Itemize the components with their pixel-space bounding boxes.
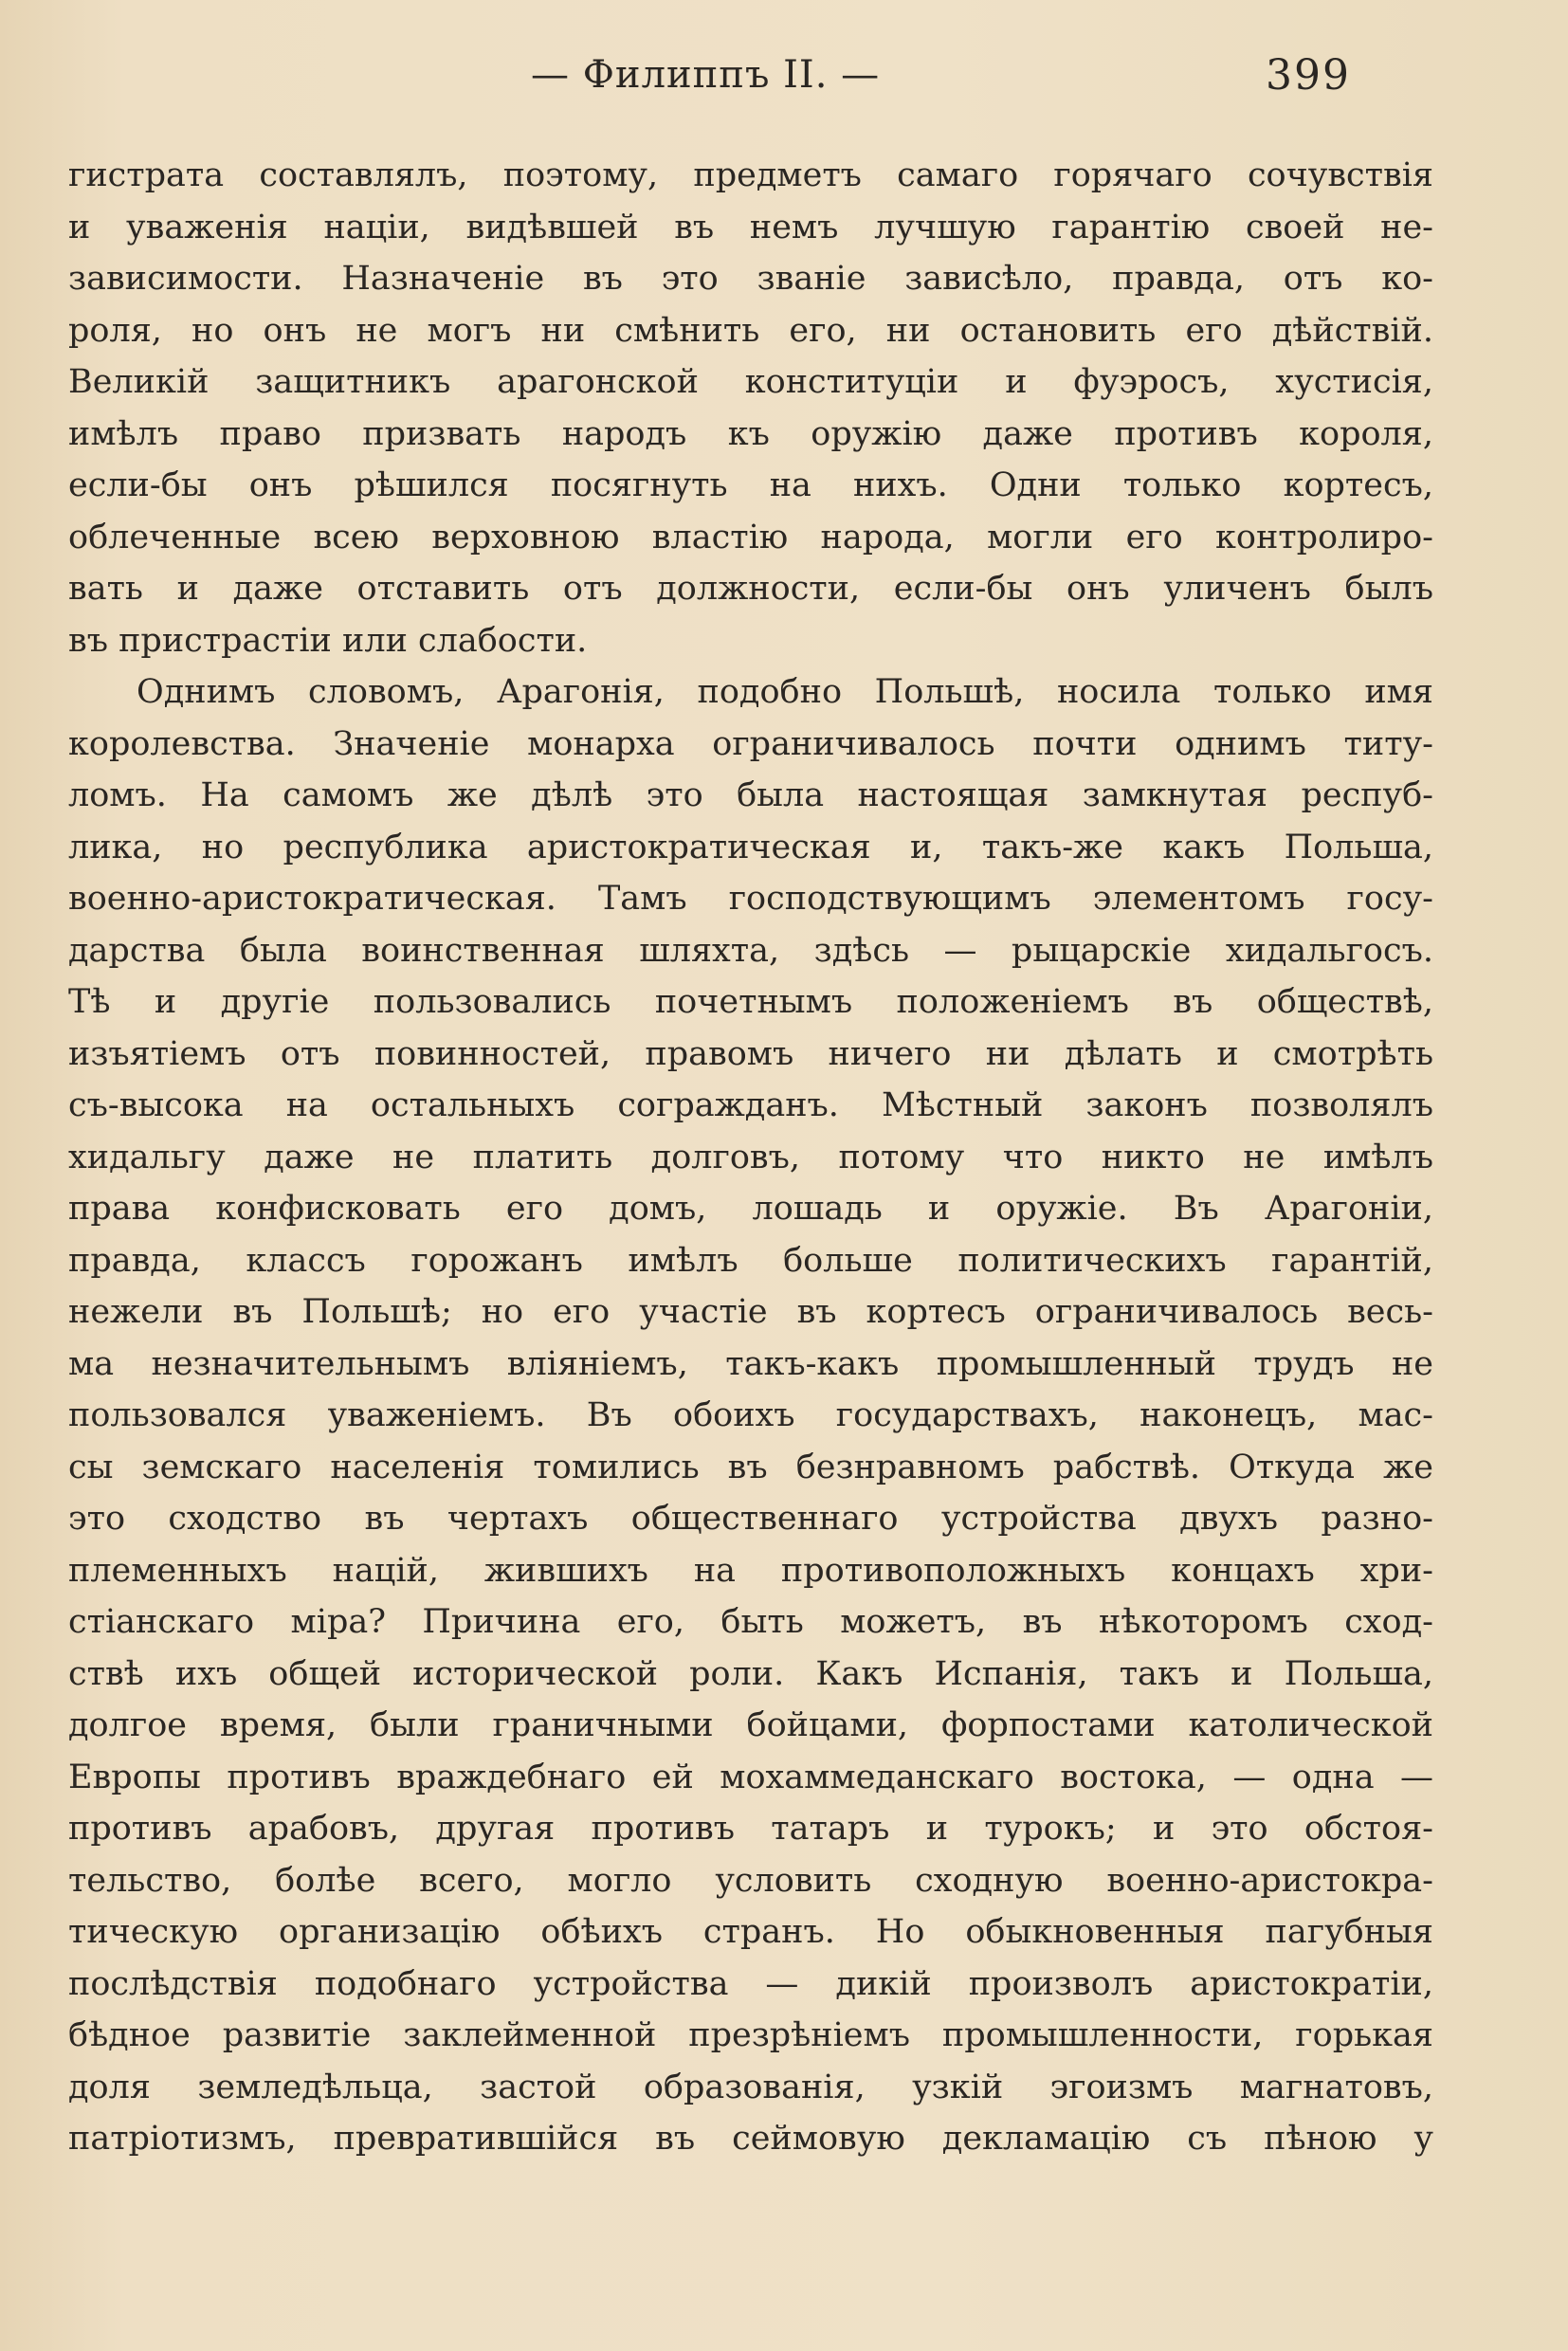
text-line: хидальгу даже не платить долговъ, потому что никто не имѣлъ xyxy=(68,1138,1433,1176)
text-line: Европы противъ враждебнаго ей мохаммеданскаго востока, — одна — xyxy=(68,1758,1433,1796)
text-line: Великій защитникъ арагонской конституціи и фуэросъ, хустисія, xyxy=(68,363,1433,401)
text-line: пользовался уваженіемъ. Въ обоихъ государствахъ, наконецъ, мас- xyxy=(68,1396,1433,1434)
text-line: тельство, болѣе всего, могло условить сходную военно-аристокра- xyxy=(68,1861,1433,1900)
text-line: имѣлъ право призвать народъ къ оружію даже противъ короля, xyxy=(68,414,1433,453)
text-line: изъятіемъ отъ повинностей, правомъ ничего ни дѣлать и смотрѣть xyxy=(68,1034,1433,1073)
text-line: нежели въ Польшѣ; но его участіе въ кортесъ ограничивалось весь- xyxy=(68,1293,1433,1331)
text-line: и уваженія націи, видѣвшей въ немъ лучшую гарантію своей не- xyxy=(68,208,1433,246)
text-line: дарства была воинственная шляхта, здѣсь — рыцарскіе хидальгосъ. xyxy=(68,931,1433,970)
text-line: если-бы онъ рѣшился посягнуть на нихъ. Одни только кортесъ, xyxy=(68,466,1433,504)
text-line: права конфисковать его домъ, лошадь и оружіе. Въ Арагоніи, xyxy=(68,1190,1433,1228)
text-line: бѣдное развитіе заклейменной презрѣніемъ промышленности, горькая xyxy=(68,2016,1433,2054)
text-line: патріотизмъ, превратившійся въ сеймовую декламацію съ пѣною у xyxy=(68,2120,1433,2158)
text-line: это сходство въ чертахъ общественнаго устройства двухъ разно- xyxy=(68,1500,1433,1538)
text-line: королевства. Значеніе монарха ограничивалось почти однимъ титу- xyxy=(68,724,1433,763)
text-line: ломъ. На самомъ же дѣлѣ это была настоящая замкнутая респуб- xyxy=(68,776,1433,814)
text-line: вать и даже отставить отъ должности, если-бы онъ уличенъ былъ xyxy=(68,570,1433,608)
text-line: сы земскаго населенія томились въ безнравномъ рабствѣ. Откуда же xyxy=(68,1448,1433,1486)
text-line: послѣдствія подобнаго устройства — дикій произволъ аристократіи, xyxy=(68,1964,1433,2003)
text-line: стіанскаго міра? Причина его, быть можетъ, въ нѣкоторомъ сход- xyxy=(68,1603,1433,1641)
text-line: Тѣ и другіе пользовались почетнымъ положеніемъ въ обществѣ, xyxy=(68,983,1433,1021)
text-line: лика, но республика аристократическая и, такъ-же какъ Польша, xyxy=(68,828,1433,866)
text-line: гистрата составлялъ, поэтому, предметъ самаго горячаго сочувствія xyxy=(68,156,1433,194)
text-line: ствѣ ихъ общей исторической роли. Какъ Испанія, такъ и Польша, xyxy=(68,1654,1433,1693)
page-header xyxy=(0,46,1568,112)
text-line: противъ арабовъ, другая противъ татаръ и турокъ; и это обстоя- xyxy=(68,1810,1433,1848)
page-number: 399 xyxy=(1266,51,1351,100)
paragraph-end-line: въ пристрастіи или слабости. xyxy=(68,621,588,660)
text-line: военно-аристократическая. Тамъ господствующимъ элементомъ госу- xyxy=(68,880,1433,918)
paragraph-start-line: Однимъ словомъ, Арагонія, подобно Польшѣ, носила только имя xyxy=(137,673,1433,711)
text-line: доля земледѣльца, застой образованія, узкій эгоизмъ магнатовъ, xyxy=(68,2068,1433,2106)
body-text xyxy=(68,150,1433,2165)
text-line: долгое время, были граничными бойцами, форпостами католической xyxy=(68,1706,1433,1744)
text-line: зависимости. Назначеніе въ это званіе зависѣло, правда, отъ ко- xyxy=(68,260,1433,298)
running-title: — Филиппъ II. — xyxy=(531,53,881,97)
text-line: облеченные всею верховною властію народа, могли его контролиро- xyxy=(68,518,1433,556)
text-line: съ-высока на остальныхъ согражданъ. Мѣстный законъ позволялъ xyxy=(68,1086,1433,1124)
text-line: правда, классъ горожанъ имѣлъ больше политическихъ гарантій, xyxy=(68,1241,1433,1280)
text-line: племенныхъ націй, жившихъ на противоположныхъ концахъ хри- xyxy=(68,1551,1433,1590)
text-line: роля, но онъ не могъ ни смѣнить его, ни остановить его дѣйствій. xyxy=(68,311,1433,350)
text-line: ма незначительнымъ вліяніемъ, такъ-какъ промышленный трудъ не xyxy=(68,1344,1433,1383)
text-line: тическую организацію обѣихъ странъ. Но обыкновенныя пагубныя xyxy=(68,1913,1433,1951)
